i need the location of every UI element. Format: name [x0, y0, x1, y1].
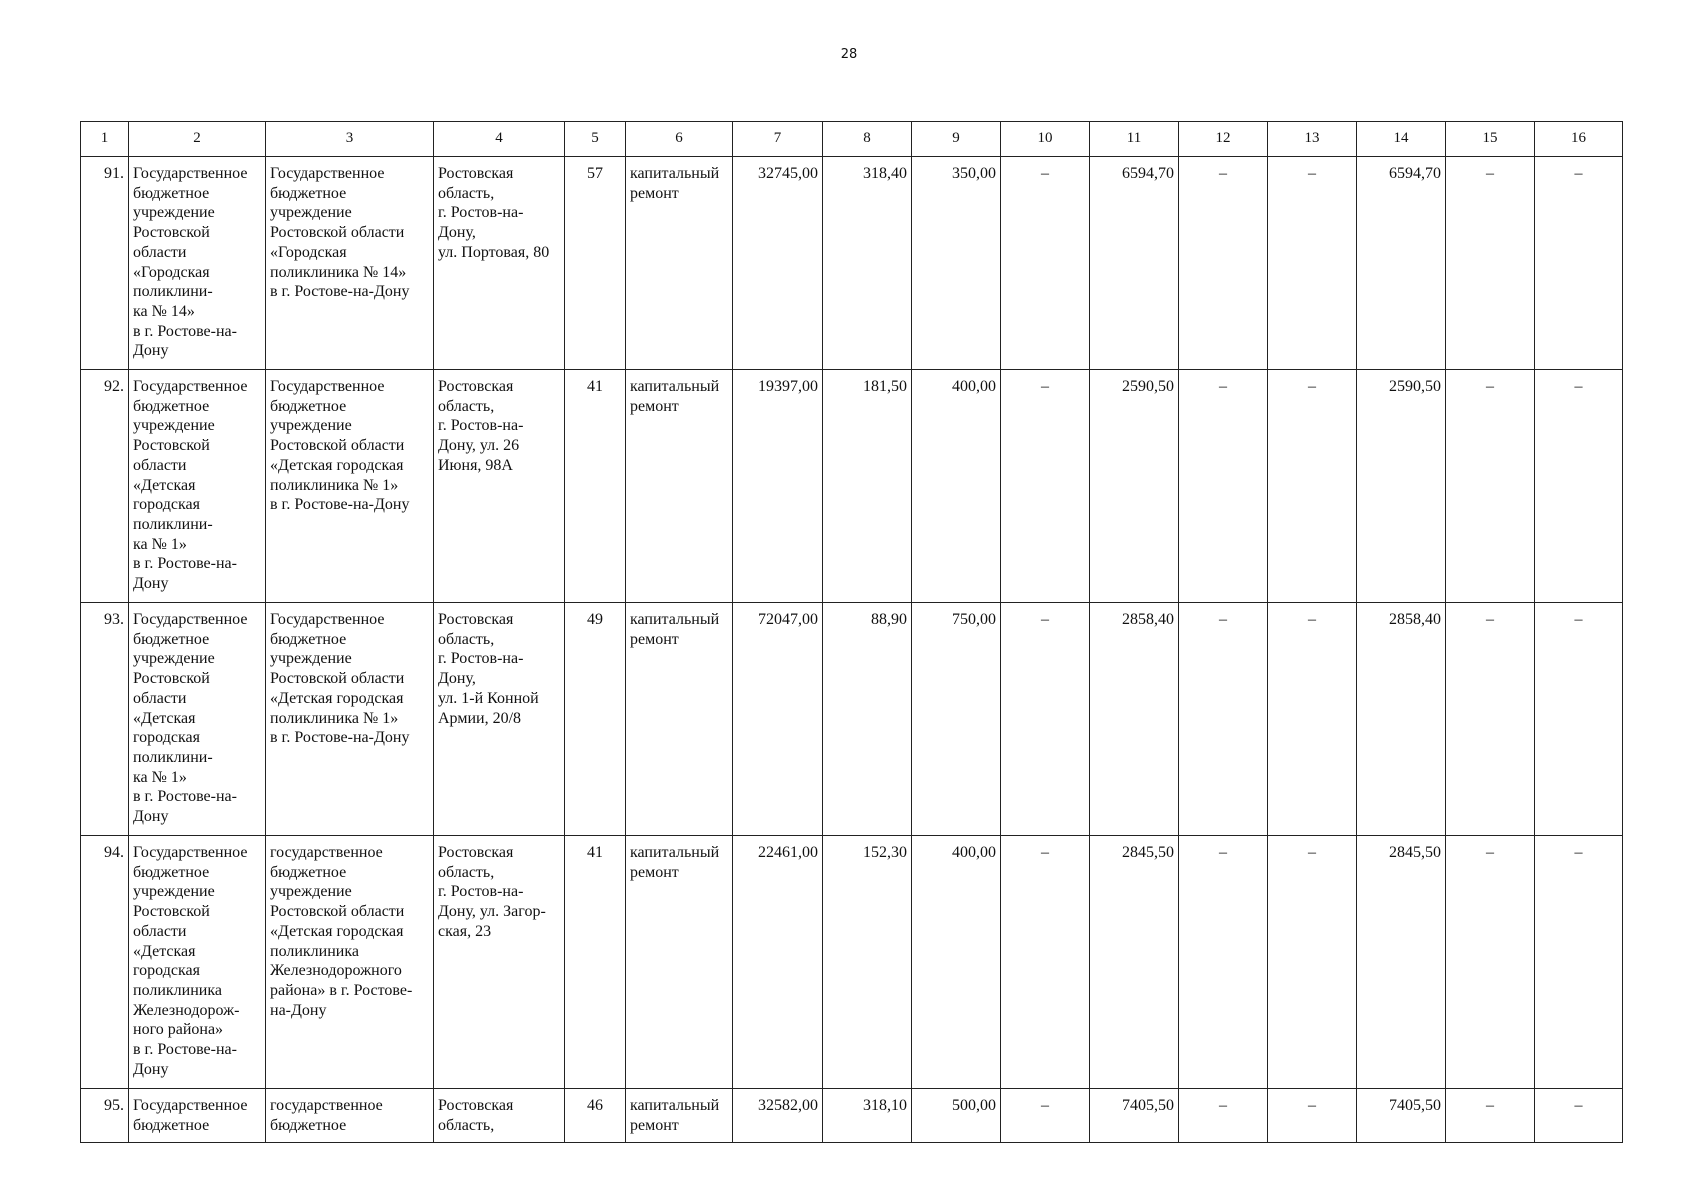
cell-col-10: – — [1001, 836, 1090, 1089]
cell-col-9: 400,00 — [912, 836, 1001, 1089]
cell-col-5: 49 — [565, 603, 626, 836]
data-table — [80, 121, 1623, 1143]
organization-cell: Государственное бюджетное учреждение Ростовской области «Детская городская поликлини- ка № 1» в г. Ростове-на- Дону — [129, 603, 266, 836]
cell-col-9: 350,00 — [912, 157, 1001, 370]
column-header: 15 — [1446, 122, 1535, 157]
cell-col-9: 500,00 — [912, 1089, 1001, 1143]
cell-col-13: – — [1268, 836, 1357, 1089]
cell-col-5: 57 — [565, 157, 626, 370]
address-cell: Ростовская область, г. Ростов-на- Дону, ул. Загор- ская, 23 — [434, 836, 565, 1089]
recipient-cell: Государственное бюджетное учреждение Ростовской области «Городская поликлиника № 14» в г. Ростове-на-Дону — [266, 157, 434, 370]
address-cell: Ростовская область, г. Ростов-на- Дону, ул. Портовая, 80 — [434, 157, 565, 370]
table-row — [81, 603, 1623, 836]
cell-col-14: 7405,50 — [1357, 1089, 1446, 1143]
cell-col-16: – — [1535, 370, 1623, 603]
address-cell: Ростовская область, г. Ростов-на- Дону, ул. 1-й Конной Армии, 20/8 — [434, 603, 565, 836]
recipient-cell: Государственное бюджетное учреждение Ростовской области «Детская городская поликлиника № 1» в г. Ростове-на-Дону — [266, 603, 434, 836]
cell-col-13: – — [1268, 1089, 1357, 1143]
cell-col-7: 32582,00 — [733, 1089, 823, 1143]
cell-col-14: 6594,70 — [1357, 157, 1446, 370]
work-type-cell: капитальный ремонт — [626, 1089, 733, 1143]
cell-col-16: – — [1535, 836, 1623, 1089]
recipient-cell: Государственное бюджетное учреждение Ростовской области «Детская городская поликлиника № 1» в г. Ростове-на-Дону — [266, 370, 434, 603]
recipient-cell: государственное бюджетное — [266, 1089, 434, 1143]
cell-col-8: 181,50 — [823, 370, 912, 603]
cell-col-9: 400,00 — [912, 370, 1001, 603]
column-header: 3 — [266, 122, 434, 157]
column-header: 11 — [1090, 122, 1179, 157]
column-header: 16 — [1535, 122, 1623, 157]
cell-col-8: 152,30 — [823, 836, 912, 1089]
cell-col-15: – — [1446, 157, 1535, 370]
cell-col-12: – — [1179, 370, 1268, 603]
cell-col-13: – — [1268, 370, 1357, 603]
cell-col-16: – — [1535, 603, 1623, 836]
cell-col-7: 72047,00 — [733, 603, 823, 836]
column-header: 13 — [1268, 122, 1357, 157]
row-number: 95. — [81, 1089, 129, 1143]
cell-col-10: – — [1001, 603, 1090, 836]
column-header: 5 — [565, 122, 626, 157]
cell-col-10: – — [1001, 370, 1090, 603]
column-header: 6 — [626, 122, 733, 157]
row-number: 91. — [81, 157, 129, 370]
work-type-cell: капитальный ремонт — [626, 157, 733, 370]
cell-col-11: 6594,70 — [1090, 157, 1179, 370]
cell-col-5: 41 — [565, 370, 626, 603]
cell-col-11: 7405,50 — [1090, 1089, 1179, 1143]
cell-col-16: – — [1535, 157, 1623, 370]
table-header-row — [81, 122, 1623, 157]
cell-col-12: – — [1179, 157, 1268, 370]
cell-col-15: – — [1446, 603, 1535, 836]
cell-col-7: 22461,00 — [733, 836, 823, 1089]
cell-col-15: – — [1446, 1089, 1535, 1143]
address-cell: Ростовская область, г. Ростов-на- Дону, ул. 26 Июня, 98А — [434, 370, 565, 603]
column-header: 4 — [434, 122, 565, 157]
cell-col-16: – — [1535, 1089, 1623, 1143]
cell-col-5: 41 — [565, 836, 626, 1089]
cell-col-8: 88,90 — [823, 603, 912, 836]
cell-col-14: 2590,50 — [1357, 370, 1446, 603]
table-row — [81, 370, 1623, 603]
page-number: 28 — [840, 47, 858, 62]
organization-cell: Государственное бюджетное — [129, 1089, 266, 1143]
column-header: 8 — [823, 122, 912, 157]
cell-col-8: 318,10 — [823, 1089, 912, 1143]
cell-col-10: – — [1001, 1089, 1090, 1143]
cell-col-5: 46 — [565, 1089, 626, 1143]
recipient-cell: государственное бюджетное учреждение Ростовской области «Детская городская поликлиника Железнодорожного района» в г. Ростове- на-Дону — [266, 836, 434, 1089]
organization-cell: Государственное бюджетное учреждение Ростовской области «Детская городская поликлиника Железнодорож- ного района» в г. Ростове-на- Дону — [129, 836, 266, 1089]
cell-col-13: – — [1268, 603, 1357, 836]
address-cell: Ростовская область, — [434, 1089, 565, 1143]
cell-col-7: 32745,00 — [733, 157, 823, 370]
row-number: 94. — [81, 836, 129, 1089]
work-type-cell: капитальный ремонт — [626, 370, 733, 603]
table-row — [81, 1089, 1623, 1143]
cell-col-15: – — [1446, 370, 1535, 603]
row-number: 92. — [81, 370, 129, 603]
column-header: 2 — [129, 122, 266, 157]
cell-col-11: 2845,50 — [1090, 836, 1179, 1089]
cell-col-14: 2858,40 — [1357, 603, 1446, 836]
cell-col-7: 19397,00 — [733, 370, 823, 603]
cell-col-11: 2858,40 — [1090, 603, 1179, 836]
column-header: 7 — [733, 122, 823, 157]
cell-col-12: – — [1179, 1089, 1268, 1143]
cell-col-14: 2845,50 — [1357, 836, 1446, 1089]
organization-cell: Государственное бюджетное учреждение Ростовской области «Детская городская поликлини- ка № 1» в г. Ростове-на- Дону — [129, 370, 266, 603]
cell-col-15: – — [1446, 836, 1535, 1089]
cell-col-10: – — [1001, 157, 1090, 370]
cell-col-13: – — [1268, 157, 1357, 370]
table-row — [81, 836, 1623, 1089]
column-header: 14 — [1357, 122, 1446, 157]
column-header: 10 — [1001, 122, 1090, 157]
work-type-cell: капитальный ремонт — [626, 836, 733, 1089]
cell-col-9: 750,00 — [912, 603, 1001, 836]
organization-cell: Государственное бюджетное учреждение Ростовской области «Городская поликлини- ка № 14» в г. Ростове-на- Дону — [129, 157, 266, 370]
table-row — [81, 157, 1623, 370]
row-number: 93. — [81, 603, 129, 836]
cell-col-11: 2590,50 — [1090, 370, 1179, 603]
cell-col-8: 318,40 — [823, 157, 912, 370]
column-header: 1 — [81, 122, 129, 157]
cell-col-12: – — [1179, 836, 1268, 1089]
column-header: 9 — [912, 122, 1001, 157]
work-type-cell: капитальный ремонт — [626, 603, 733, 836]
cell-col-12: – — [1179, 603, 1268, 836]
column-header: 12 — [1179, 122, 1268, 157]
